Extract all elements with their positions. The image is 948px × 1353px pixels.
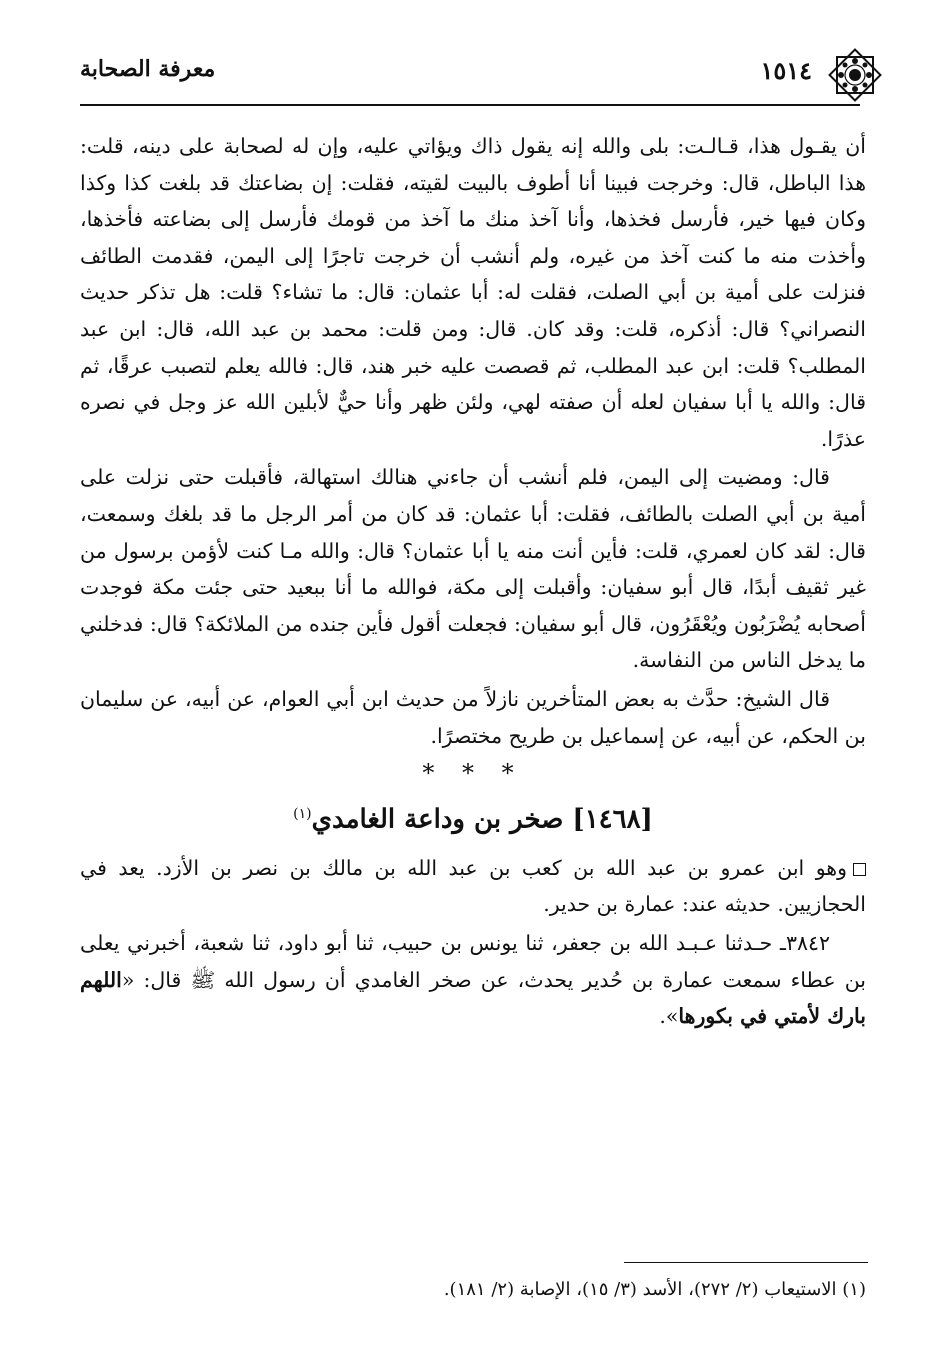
- entry-heading: [80, 794, 866, 840]
- paragraph-4-text: وهو ابن عمرو بن عبد الله بن كعب بن عبد الله بن مالك بن نصر بن الأزد. يعد في الحجازيين. حديثه عند: عمارة بن حدير.: [80, 855, 866, 917]
- running-title: معرفة الصحابة: [80, 56, 216, 82]
- paragraph-1: أن يقـول هذا، قـالـت: بلى والله إنه يقول ذاك ويؤاتي عليه، وإن له لصحابة على دينه، قلت: هذا الباطل، قال: وخرجت فبينا أنا أطوف بالبيت لقيته، فقلت: إن بضاعتك قد بلغت كذا وكذا وكان فيها خير، فأرسل فخذها، وأنا آخذ منك ما آخذ من قومك فأرسل إلى بضاعته فأخذها، وأخذت منه ما كنت آخذ من غيره، ولم أنشب أن خرجت تاجرًا إلى اليمن، فقدمت الطائف فنزلت على أمية بن أبي الصلت، فقلت له: أبا عثمان: قال: ما تشاء؟ قلت: هل تذكر حديث النصراني؟ قال: أذكره، قلت: وقد كان. قال: ومن قلت: محمد بن عبد الله، قال: ابن عبد المطلب؟ قلت: ابن عبد المطلب، ثم قصصت عليه خبر هند، قال: فالله يعلم لتصبب عرقًا، ثم قال: والله يا أبا سفيان لعله أن صفته لهي، ولئن ظهر وأنا حيٌّ لأبلين الله عز وجل في نصره عذرًا.: [80, 134, 866, 451]
- paragraph-4: [80, 850, 866, 923]
- paragraph-3: قال الشيخ: حدَّث به بعض المتأخرين نازلاً من حديث ابن أبي العوام، عن أبيه، عن سليمان بن الحكم، عن أبيه، عن إسماعيل بن طريح مختصرًا.: [80, 686, 866, 748]
- square-bullet-icon: [853, 863, 866, 876]
- header-divider: [80, 104, 860, 106]
- paragraph-2: قال: ومضيت إلى اليمن، فلم أنشب أن جاءني هنالك استهالة، فأقبلت حتى نزلت على أمية بن أبي الصلت بالطائف، فقلت: أبا عثمان: قد كان من أمر الرجل ما قد بلغك وسمعت، قال: لقد كان لعمري، قلت: فأين أنت منه يا أبا عثمان؟ قال: والله مـا كنت لأؤمن برسول من غير ثقيف أبدًا، قال أبو سفيان: وأقبلت إلى مكة، فوالله ما أنا ببعيد حتى جئت مكة فوجدت أصحابه يُضْرَبُون ويُعْقَرُون، قال أبو سفيان: فجعلت أقول فأين جنده من الملائكة؟ قال: فدخلني ما يدخل الناس من النفاسة.: [80, 465, 866, 673]
- page-header: [80, 44, 866, 104]
- hadith-text: اللهم بارك لأمتي في بكورها: [80, 967, 866, 1029]
- footnote-divider: [624, 1262, 868, 1263]
- footnote: (١) الاستيعاب (٢/ ٢٧٢)، الأسد (٣/ ١٥)، الإصابة (٢/ ١٨١).: [443, 1279, 866, 1300]
- footnote-ref: (١): [293, 806, 312, 823]
- ornament-icon: [824, 44, 886, 106]
- main-text: [80, 128, 866, 1035]
- entry-heading-text: [١٤٦٨] صخر بن وداعة الغامدي: [311, 804, 653, 835]
- page-number: ١٥١٤: [760, 56, 812, 85]
- section-separator: * * *: [422, 759, 524, 788]
- hadith-paragraph: [80, 925, 866, 1035]
- hadith-chain: ٣٨٤٢ـ حـدثنا عـبـد الله بن جعفر، ثنا يونس بن حبيب، ثنا أبو داود، ثنا شعبة، أخبرني يعلى بن عطاء سمعت عمارة بن حُدير يحدث، عن صخر الغامدي أن رسول الله ﷺ قال: «: [80, 930, 866, 992]
- hadith-end: ».: [659, 1004, 679, 1029]
